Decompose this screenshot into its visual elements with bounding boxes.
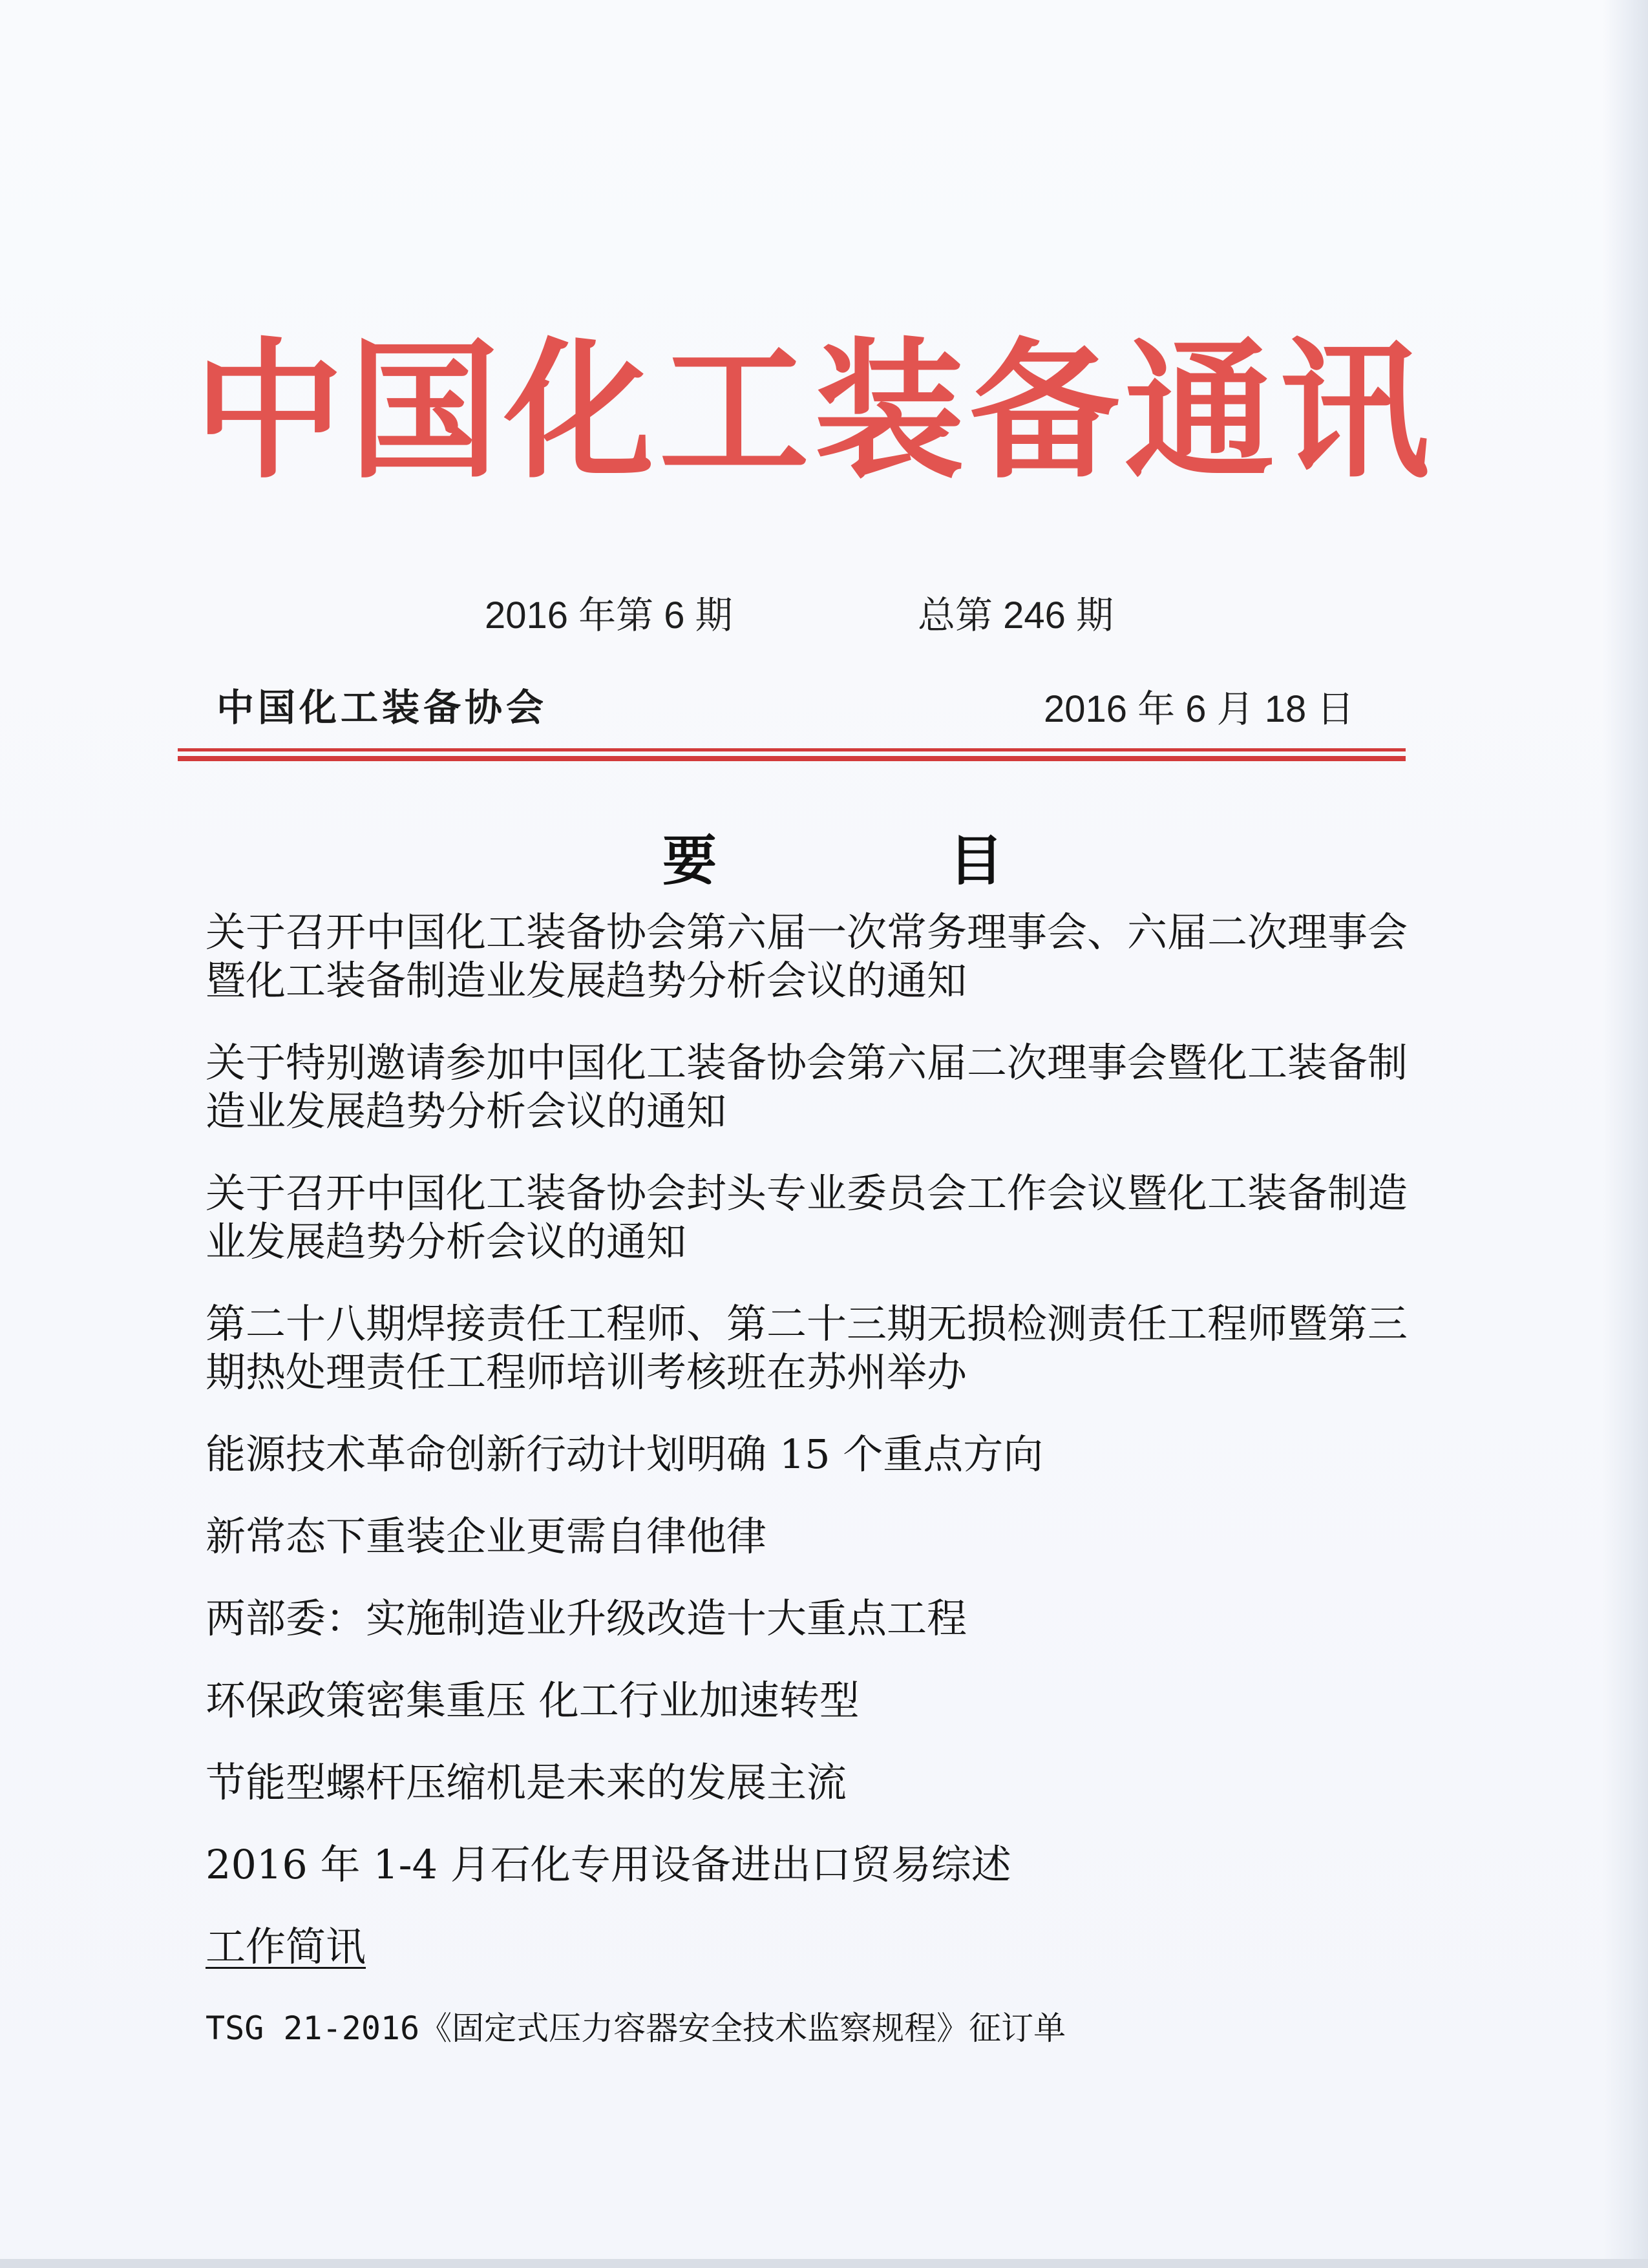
toc-item[interactable]: 能源技术革命创新行动计划明确 15 个重点方向: [206, 1431, 1044, 1478]
scan-edge-right: [1603, 0, 1648, 2268]
toc-item[interactable]: 节能型螺杆压缩机是未来的发展主流: [206, 1759, 847, 1806]
issue-number: 2016 年第 6 期: [485, 594, 733, 636]
toc-item[interactable]: 关于召开中国化工装备协会第六届一次常务理事会、六届二次理事会暨化工装备制造业发展趋势分析会议的通知: [206, 908, 1408, 1004]
table-of-contents: [206, 908, 1446, 2086]
publisher-name: 中国化工装备协会: [217, 686, 548, 730]
toc-title: 要 目: [662, 829, 1004, 892]
publication-date: 2016 年 6 月 18 日: [1044, 688, 1355, 730]
toc-item[interactable]: 第二十八期焊接责任工程师、第二十三期无损检测责任工程师暨第三期热处理责任工程师培训考核班在苏州举办: [206, 1300, 1408, 1396]
total-issue-number: 总第 246 期: [918, 594, 1114, 636]
toc-item[interactable]: 2016 年 1-4 月石化专用设备进出口贸易综述: [206, 1841, 1011, 1888]
newsletter-masthead: 中国化工装备通讯: [194, 322, 1435, 499]
toc-item[interactable]: 环保政策密集重压 化工行业加速转型: [206, 1677, 860, 1724]
toc-item[interactable]: 关于特别邀请参加中国化工装备协会第六届二次理事会暨化工装备制造业发展趋势分析会议的通知: [206, 1039, 1408, 1135]
toc-item[interactable]: 新常态下重装企业更需自律他律: [206, 1513, 767, 1560]
scan-edge-bottom: [0, 2259, 1648, 2268]
toc-item-work-news-link[interactable]: 工作简讯: [206, 1923, 366, 1970]
header-rule-thick: [178, 756, 1406, 761]
toc-item-order-form[interactable]: TSG 21-2016《固定式压力容器安全技术监察规程》征订单: [206, 2010, 1066, 2047]
header-rule-thin: [178, 748, 1406, 751]
toc-item[interactable]: 两部委：实施制造业升级改造十大重点工程: [206, 1595, 967, 1642]
toc-item[interactable]: 关于召开中国化工装备协会封头专业委员会工作会议暨化工装备制造业发展趋势分析会议的通知: [206, 1170, 1408, 1265]
